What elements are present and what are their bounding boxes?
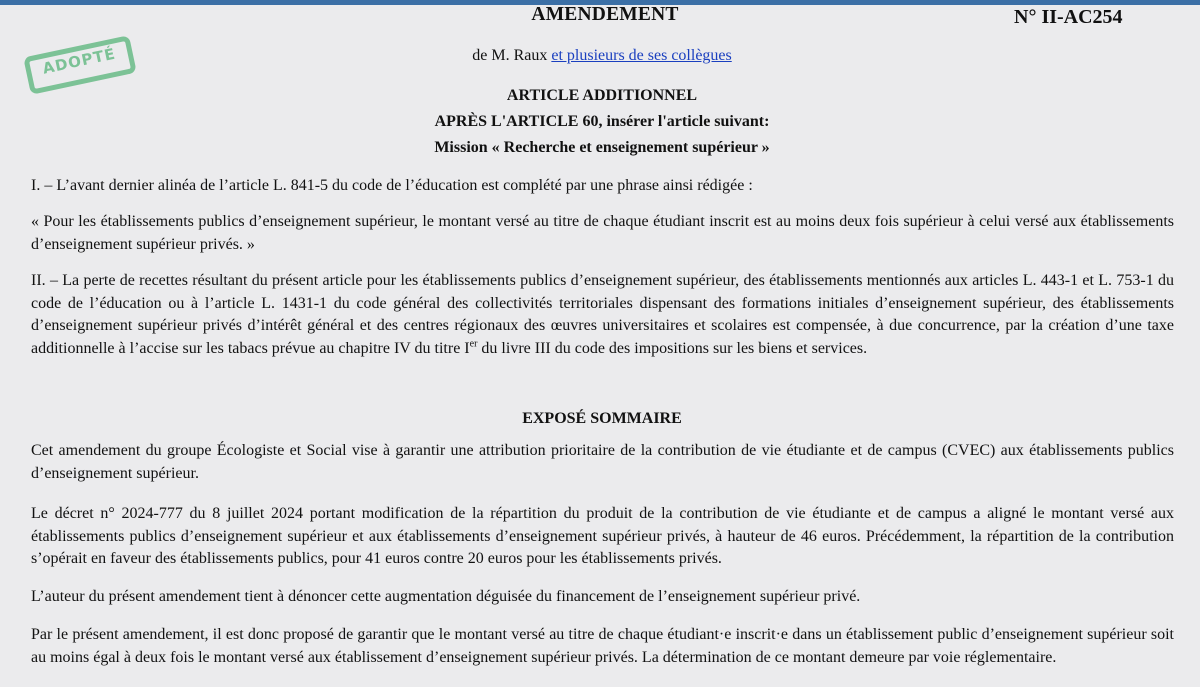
authors-line (0, 47, 1200, 65)
stamp-label: ADOPTÉ (40, 44, 118, 78)
body-paragraph-1: I. – L’avant dernier alinéa de l’article L. 841-5 du code de l’éducation est complété par une phrase ainsi rédigée : (31, 177, 753, 194)
body-paragraph-3-text-b: du livre III du code des impositions sur les biens et services. (477, 339, 868, 357)
summary-paragraph-1: Cet amendement du groupe Écologiste et Social vise à garantir une attribution prioritaire de la contribution de vie étudiante et de campus (CVEC) aux établissements publics d’enseignement supérieur. (31, 442, 1174, 482)
adopted-stamp (23, 35, 137, 95)
article-position: APRÈS L'ARTICLE 60, insérer l'article suivant: (434, 113, 770, 130)
document-title: AMENDEMENT (531, 4, 679, 25)
body-paragraph-2: « Pour les établissements publics d’enseignement supérieur, le montant versé au titre de chaque étudiant inscrit est au moins deux fois supérieur à celui versé aux établissements d’enseignement supérieur privés. » (31, 213, 1174, 253)
mission-title: Mission « Recherche et enseignement supérieur » (434, 139, 770, 156)
summary-paragraph-3: L’auteur du présent amendement tient à dénoncer cette augmentation déguisée du financement de l’enseignement supérieur privé. (31, 588, 861, 605)
summary-paragraph-2: Le décret n° 2024-777 du 8 juillet 2024 portant modification de la répartition du produit de la contribution de vie étudiante et de campus a aligné le montant versé aux établissements publics d’enseignement supérieur et aux établissements d’enseignement supérieur privés, à hauteur de 46 euros. Précédemment, la répartition de la contribution s’opérait en faveur des établissements publics, pour 41 euros contre 20 euros pour les établissements privés. (31, 505, 1174, 567)
superscript-er: er (469, 338, 478, 350)
body-paragraph-3-text-a: II. – La perte de recettes résultant du présent article pour les établissements publics d’enseignement supérieur, des établissements mentionnés aux articles L. 443-1 et L. 753-1 du code de l’éducation ou à l’article L. 1431-1 du code général des collectivités territoriales dispensant des formations initiales d’enseignement supérieur, des établissements d’enseignement supérieur privés d’intérêt général et des centres régionaux des œuvres universitaires et scolaires est compensée, à due concurrence, par la création d’une taxe additionnelle à l’accise sur les tabacs prévue au chapitre IV du titre I (31, 272, 1174, 357)
amendment-number: N° II-AC254 (1014, 6, 1123, 28)
author-name: de M. Raux (472, 47, 548, 64)
article-heading: ARTICLE ADDITIONNEL (506, 87, 698, 104)
colleagues-link[interactable]: et plusieurs de ses collègues (551, 47, 732, 64)
body-paragraph-3 (31, 270, 1174, 360)
summary-paragraph-4: Par le présent amendement, il est donc proposé de garantir que le montant versé au titre de chaque étudiant·e inscrit·e dans un établissement public d’enseignement supérieur soit au moins égal à deux fois le montant versé aux établissement d’enseignement supérieur privés. La détermination de ce montant demeure par voie réglementaire. (31, 626, 1174, 666)
summary-heading: EXPOSÉ SOMMAIRE (522, 410, 682, 427)
